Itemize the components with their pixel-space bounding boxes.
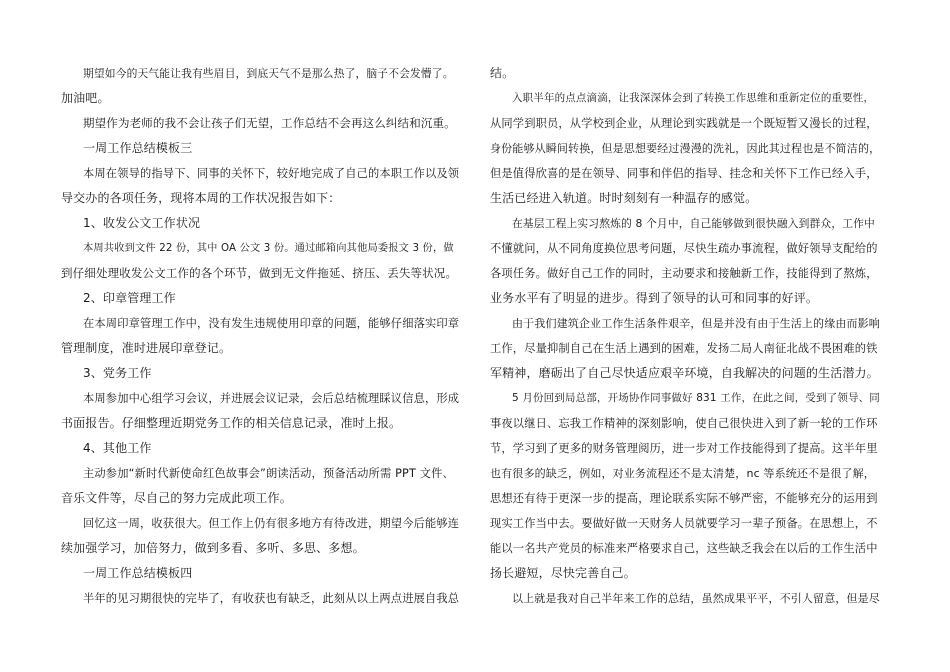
text-line: 1、收发公文工作状况 bbox=[83, 216, 201, 230]
text-line: 本周参加中心组学习会议，并进展会议记录，会后总结梳理睬议信息，形成 bbox=[83, 392, 459, 405]
left-column bbox=[61, 61, 459, 611]
text-line: 工作，尽量抑制自己在生活上遇到的困难，发扬二局人南征北战不畏困难的铁 bbox=[490, 342, 878, 355]
text-line: 以上就是我对自己半年来工作的总结，虽然成果平平，不引人留意，但是尽 bbox=[512, 592, 880, 605]
text-line: 音乐文件等，尽自己的努力完成此项工作。 bbox=[61, 491, 292, 505]
text-line: 2、印章管理工作 bbox=[83, 291, 176, 305]
text-line: 期望如今的天气能让我有些眉目，到底天气不是那么热了，脑子不会发懵了。 bbox=[83, 67, 454, 80]
text-line: 半年的见习期很快的完毕了，有收获也有缺乏，此刻从以上两点进展自我总 bbox=[83, 592, 459, 605]
text-line: 3、党务工作 bbox=[83, 366, 152, 380]
text-line: 一周工作总结模板四 bbox=[83, 566, 193, 580]
text-line: 本周共收到文件 22 份，其中 OA 公文 3 份。通过邮箱向其他局委报文 3 份，做 bbox=[83, 242, 454, 254]
text-line: 管理制度，准时进展印章登记。 bbox=[61, 341, 232, 355]
text-line: 本周在领导的指导下、同事的关怀下，较好地完成了自己的本职工作以及领 bbox=[83, 167, 459, 180]
text-line: 结。 bbox=[490, 66, 515, 80]
text-line: 扬长避短，尽快完善自己。 bbox=[490, 566, 636, 580]
text-line: 但是值得欣喜的是在领导、同事和伴侣的指导、挂念和关怀下工作已经入手， bbox=[490, 167, 878, 180]
text-line: 一周工作总结模板三 bbox=[83, 141, 193, 155]
text-line: 事夜以继日、忘我工作精神的深刻影响，使自己很快进入到了新一轮的工作环 bbox=[490, 417, 878, 430]
text-line: 思想还有待于更深一步的提高，理论联系实际不够严密，不能够充分的运用到 bbox=[490, 492, 878, 505]
text-line: 身份能够从瞬间转换，但是思想要经过漫漫的洗礼，因此其过程也是不简洁的， bbox=[490, 142, 881, 155]
text-line: 续加强学习，加倍努力，做到多看、多听、多思、多想。 bbox=[61, 541, 365, 555]
text-line: 业务水平有了明显的进步。得到了领导的认可和同事的好评。 bbox=[490, 291, 819, 305]
text-line: 也有很多的缺乏，例如，对业务流程还不是太清楚，nc 等系统还不是很了解， bbox=[490, 467, 875, 480]
text-line: 在本周印章管理工作中，没有发生违规使用印章的问题，能够仔细落实印章 bbox=[83, 317, 459, 330]
right-column bbox=[490, 61, 882, 611]
text-line: 能以一名共产党员的标准来严格要求自己，这些缺乏我会在以后的工作生活中 bbox=[490, 542, 878, 555]
text-line: 不懂就问，从不同角度换位思考问题，尽快生疏办事流程，做好领导支配给的 bbox=[490, 242, 878, 255]
text-line: 现实工作当中去。要做好做一天财务人员就要学习一辈子预备。在思想上，不 bbox=[490, 517, 878, 530]
text-line: 期望作为老师的我不会让孩子们无望，工作总结不会再这么纠结和沉重。 bbox=[83, 116, 456, 130]
text-line: 导交办的各项任务，现将本周的工作状况报告如下： bbox=[61, 191, 341, 205]
text-line: 4、其他工作 bbox=[83, 441, 152, 455]
text-line: 主动参加“新时代新使命红色故事会”朗读活动，预备活动所需 PPT 文件、 bbox=[83, 467, 454, 480]
text-line: 书面报告。仔细整理近期党务工作的相关信息记录，准时上报。 bbox=[61, 416, 402, 430]
text-line: 到仔细处理收发公文工作的各个环节，做到无文件拖延、挤压、丢失等状况。 bbox=[61, 266, 458, 280]
text-line: 在基层工程上实习熬炼的 8 个月中，自己能够做到很快融入到群众，工作中 bbox=[512, 217, 875, 230]
text-line: 生活已经进入轨道。时时刻刻有一种温存的感觉。 bbox=[490, 191, 758, 205]
text-line: 5 月份回到局总部，开场协作同事做好 831 工作，在此之间，受到了领导、同 bbox=[512, 392, 880, 404]
text-line: 由于我们建筑企业工作生活条件艰辛，但是并没有由于生活上的缘由而影响 bbox=[512, 317, 880, 330]
text-line: 入职半年的点点滴滴，让我深深体会到了转换工作思维和重新定位的重要性， bbox=[512, 92, 875, 104]
text-line: 军精神，磨砺出了自己尽快适应艰辛环境，自我解决的问题的生活潜力。 bbox=[490, 366, 879, 380]
text-line: 回忆这一周，收获很大。但工作上仍有很多地方有待改进，期望今后能够连 bbox=[83, 517, 459, 530]
text-line: 从同学到职员，从学校到企业，从理论到实践就是一个既短暂又漫长的过程， bbox=[490, 117, 878, 130]
text-line: 加油吧。 bbox=[61, 91, 110, 105]
text-line: 节，学习到了更多的财务管理阅历，进一步对工作技能得到了提高。这半年里 bbox=[490, 442, 878, 455]
text-line: 各项任务。做好自己工作的同时，主动要求和接触新工作，技能得到了熬炼， bbox=[490, 267, 878, 280]
